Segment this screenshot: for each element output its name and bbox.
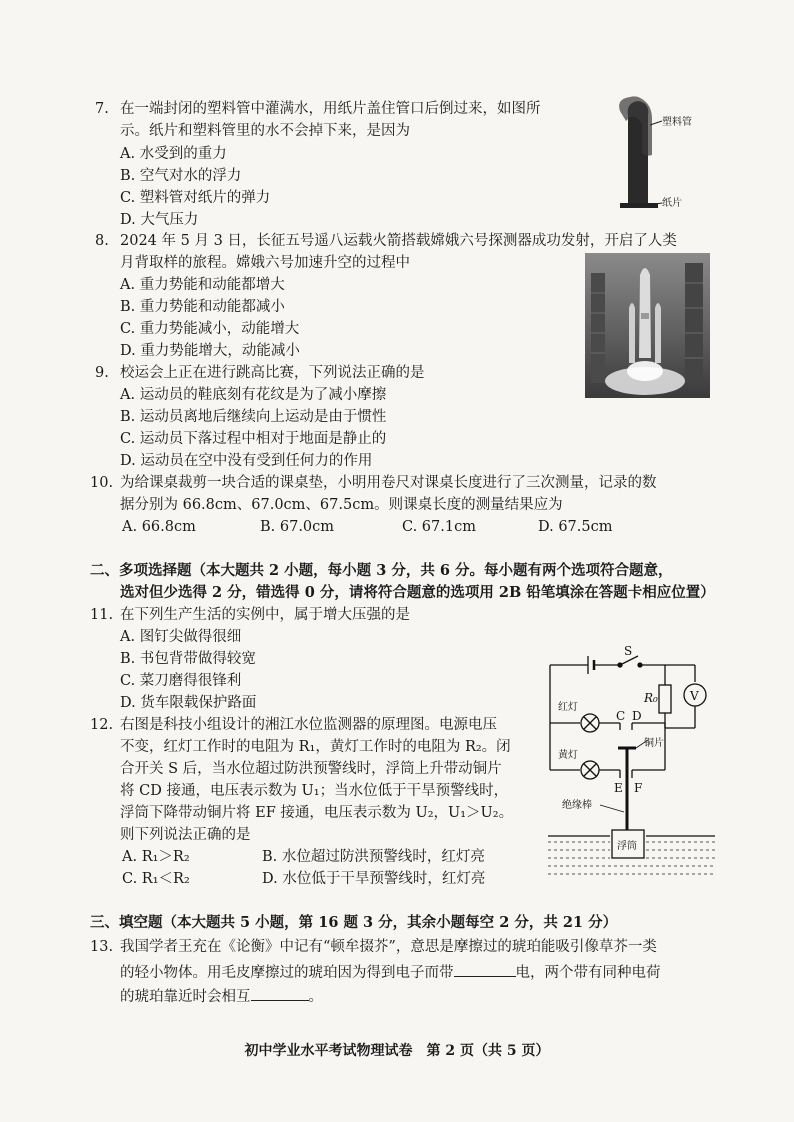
q8-stem-2: 月背取样的旅程。嫦娥六号加速升空的过程中 bbox=[120, 255, 410, 271]
q13-line-3-part-a: 的琥珀靠近时会相互 bbox=[120, 989, 251, 1005]
label-float: 浮筒 bbox=[617, 841, 637, 852]
q10-option-b: B. 67.0cm bbox=[260, 519, 335, 535]
q7-option-c: C. 塑料管对纸片的弹力 bbox=[120, 190, 271, 206]
q13-blank-2[interactable] bbox=[251, 984, 309, 1001]
label-red-lamp: 红灯 bbox=[558, 702, 578, 713]
q9-option-a: A. 运动员的鞋底刻有花纹是为了减小摩擦 bbox=[120, 387, 387, 403]
q13-line-2-part-a: 的轻小物体。用毛皮摩擦过的琥珀因为得到电子而带 bbox=[120, 965, 454, 981]
q13-number: 13. bbox=[90, 939, 114, 955]
rocket-booster-left bbox=[629, 303, 635, 363]
q8-option-d: D. 重力势能增大，动能减小 bbox=[120, 343, 300, 359]
q10-option-c: C. 67.1cm bbox=[402, 519, 476, 535]
q13-line-1: 我国学者王充在《论衡》中记有“顿牟掇芥”，意思是摩擦过的琥珀能吸引像草芥一类 bbox=[120, 939, 657, 955]
q12-line-6: 则下列说法正确的是 bbox=[120, 827, 251, 843]
q12-number: 12. bbox=[90, 717, 114, 733]
q7-number: 7. bbox=[95, 101, 109, 117]
q11-option-a: A. 图钉尖做得很细 bbox=[120, 629, 242, 645]
label-copper: 铜片 bbox=[644, 738, 664, 749]
rocket-booster-right bbox=[655, 303, 661, 363]
q12-circuit-diagram bbox=[540, 640, 720, 885]
q7-option-b: B. 空气对水的浮力 bbox=[120, 168, 242, 184]
q11-option-b: B. 书包背带做得较宽 bbox=[120, 651, 256, 667]
q7-option-a: A. 水受到的重力 bbox=[120, 146, 227, 162]
q8-option-c: C. 重力势能减小，动能增大 bbox=[120, 321, 300, 337]
q10-option-d: D. 67.5cm bbox=[538, 519, 613, 535]
q13-blank-1[interactable] bbox=[454, 960, 516, 977]
q12-option-d: D. 水位低于干旱预警线时，红灯亮 bbox=[262, 871, 486, 887]
q13-line-2 bbox=[120, 960, 661, 984]
q12-line-2: 不变，红灯工作时的电阻为 R₁，黄灯工作时的电阻为 R₂。闭 bbox=[120, 739, 511, 755]
section-2-header-line-1: 二、多项选择题（本大题共 2 小题，每小题 3 分，共 6 分。每小题有两个选项符合题意， bbox=[90, 562, 673, 579]
q8-option-a: A. 重力势能和动能都增大 bbox=[120, 277, 285, 293]
label-c: C bbox=[616, 709, 626, 723]
q8-number: 8. bbox=[95, 233, 109, 249]
label-switch-s: S bbox=[624, 644, 633, 658]
q10-stem-1: 为给课桌裁剪一块合适的课桌垫，小明用卷尺对课桌长度进行了三次测量，记录的数 bbox=[120, 475, 657, 491]
label-d: D bbox=[632, 709, 642, 723]
label-r0: R₀ bbox=[644, 691, 658, 705]
label-voltmeter-v: V bbox=[690, 689, 699, 703]
q11-option-c: C. 菜刀磨得很锋利 bbox=[120, 673, 242, 689]
page-footer: 初中学业水平考试物理试卷 第 2 页（共 5 页） bbox=[244, 1043, 550, 1059]
q9-number: 9. bbox=[95, 365, 109, 381]
q10-number: 10. bbox=[90, 475, 114, 491]
q9-stem: 校运会上正在进行跳高比赛，下列说法正确的是 bbox=[120, 365, 425, 381]
q10-stem-2: 据分别为 66.8cm、67.0cm、67.5cm。则课桌长度的测量结果应为 bbox=[120, 497, 563, 513]
q9-option-d: D. 运动员在空中没有受到任何力的作用 bbox=[120, 453, 373, 469]
q7-stem-2: 示。纸片和塑料管里的水不会掉下来，是因为 bbox=[120, 123, 410, 139]
q9-option-b: B. 运动员离地后继续向上运动是由于惯性 bbox=[120, 409, 387, 425]
q10-option-a: A. 66.8cm bbox=[122, 519, 196, 535]
resistor-r0 bbox=[659, 685, 671, 713]
q7-tube-figure bbox=[590, 95, 710, 225]
launch-tower-left bbox=[591, 273, 605, 383]
section-2-header-line-2: 选对但少选得 2 分，错选得 0 分，请将符合题意的选项用 2B 铅笔填涂在答题卡相应位置） bbox=[120, 584, 715, 601]
label-yellow-lamp: 黄灯 bbox=[558, 750, 578, 761]
q11-option-d: D. 货车限载保护路面 bbox=[120, 695, 257, 711]
q7-label-tube: 塑料管 bbox=[662, 117, 692, 128]
q13-line-3 bbox=[120, 984, 323, 1008]
launch-tower-right bbox=[685, 263, 703, 383]
q11-number: 11. bbox=[90, 607, 114, 623]
q12-option-c: C. R₁＜R₂ bbox=[122, 871, 190, 887]
q7-label-paper: 纸片 bbox=[662, 198, 682, 209]
paper-card-shape bbox=[620, 203, 658, 208]
q13-line-2-part-b: 电，两个带有同种电荷 bbox=[515, 965, 661, 981]
q12-option-a: A. R₁＞R₂ bbox=[122, 849, 190, 865]
q8-rocket-photo bbox=[585, 253, 710, 398]
q7-option-d: D. 大气压力 bbox=[120, 212, 199, 228]
label-insulator: 绝缘棒 bbox=[562, 800, 592, 811]
q11-stem: 在下列生产生活的实例中，属于增大压强的是 bbox=[120, 607, 410, 623]
q8-option-b: B. 重力势能和动能都减小 bbox=[120, 299, 285, 315]
q12-line-1: 右图是科技小组设计的湘江水位监测器的原理图。电源电压 bbox=[120, 717, 497, 733]
label-f: F bbox=[634, 781, 643, 795]
label-e: E bbox=[614, 781, 623, 795]
section-3-header: 三、填空题（本大题共 5 小题，第 16 题 3 分，其余小题每空 2 分，共 21 分） bbox=[90, 914, 618, 931]
q12-line-4: 将 CD 接通，电压表示数为 U₁；当水位低于干旱预警线时， bbox=[120, 783, 509, 799]
q12-line-5: 浮筒下降带动铜片将 EF 接通，电压表示数为 U₂，U₁＞U₂。 bbox=[120, 805, 514, 821]
q12-line-3: 合开关 S 后，当水位超过防洪预警线时，浮筒上升带动铜片 bbox=[120, 761, 502, 777]
q7-stem-1: 在一端封闭的塑料管中灌满水，用纸片盖住管口后倒过来，如图所 bbox=[120, 101, 541, 117]
q9-option-c: C. 运动员下落过程中相对于地面是静止的 bbox=[120, 431, 387, 447]
q8-stem-1: 2024 年 5 月 3 日，长征五号遥八运载火箭搭载嫦娥六号探测器成功发射，开启了人类 bbox=[120, 233, 677, 249]
q12-option-b: B. 水位超过防洪预警线时，红灯亮 bbox=[262, 849, 485, 865]
q13-line-3-part-b: 。 bbox=[308, 989, 323, 1005]
